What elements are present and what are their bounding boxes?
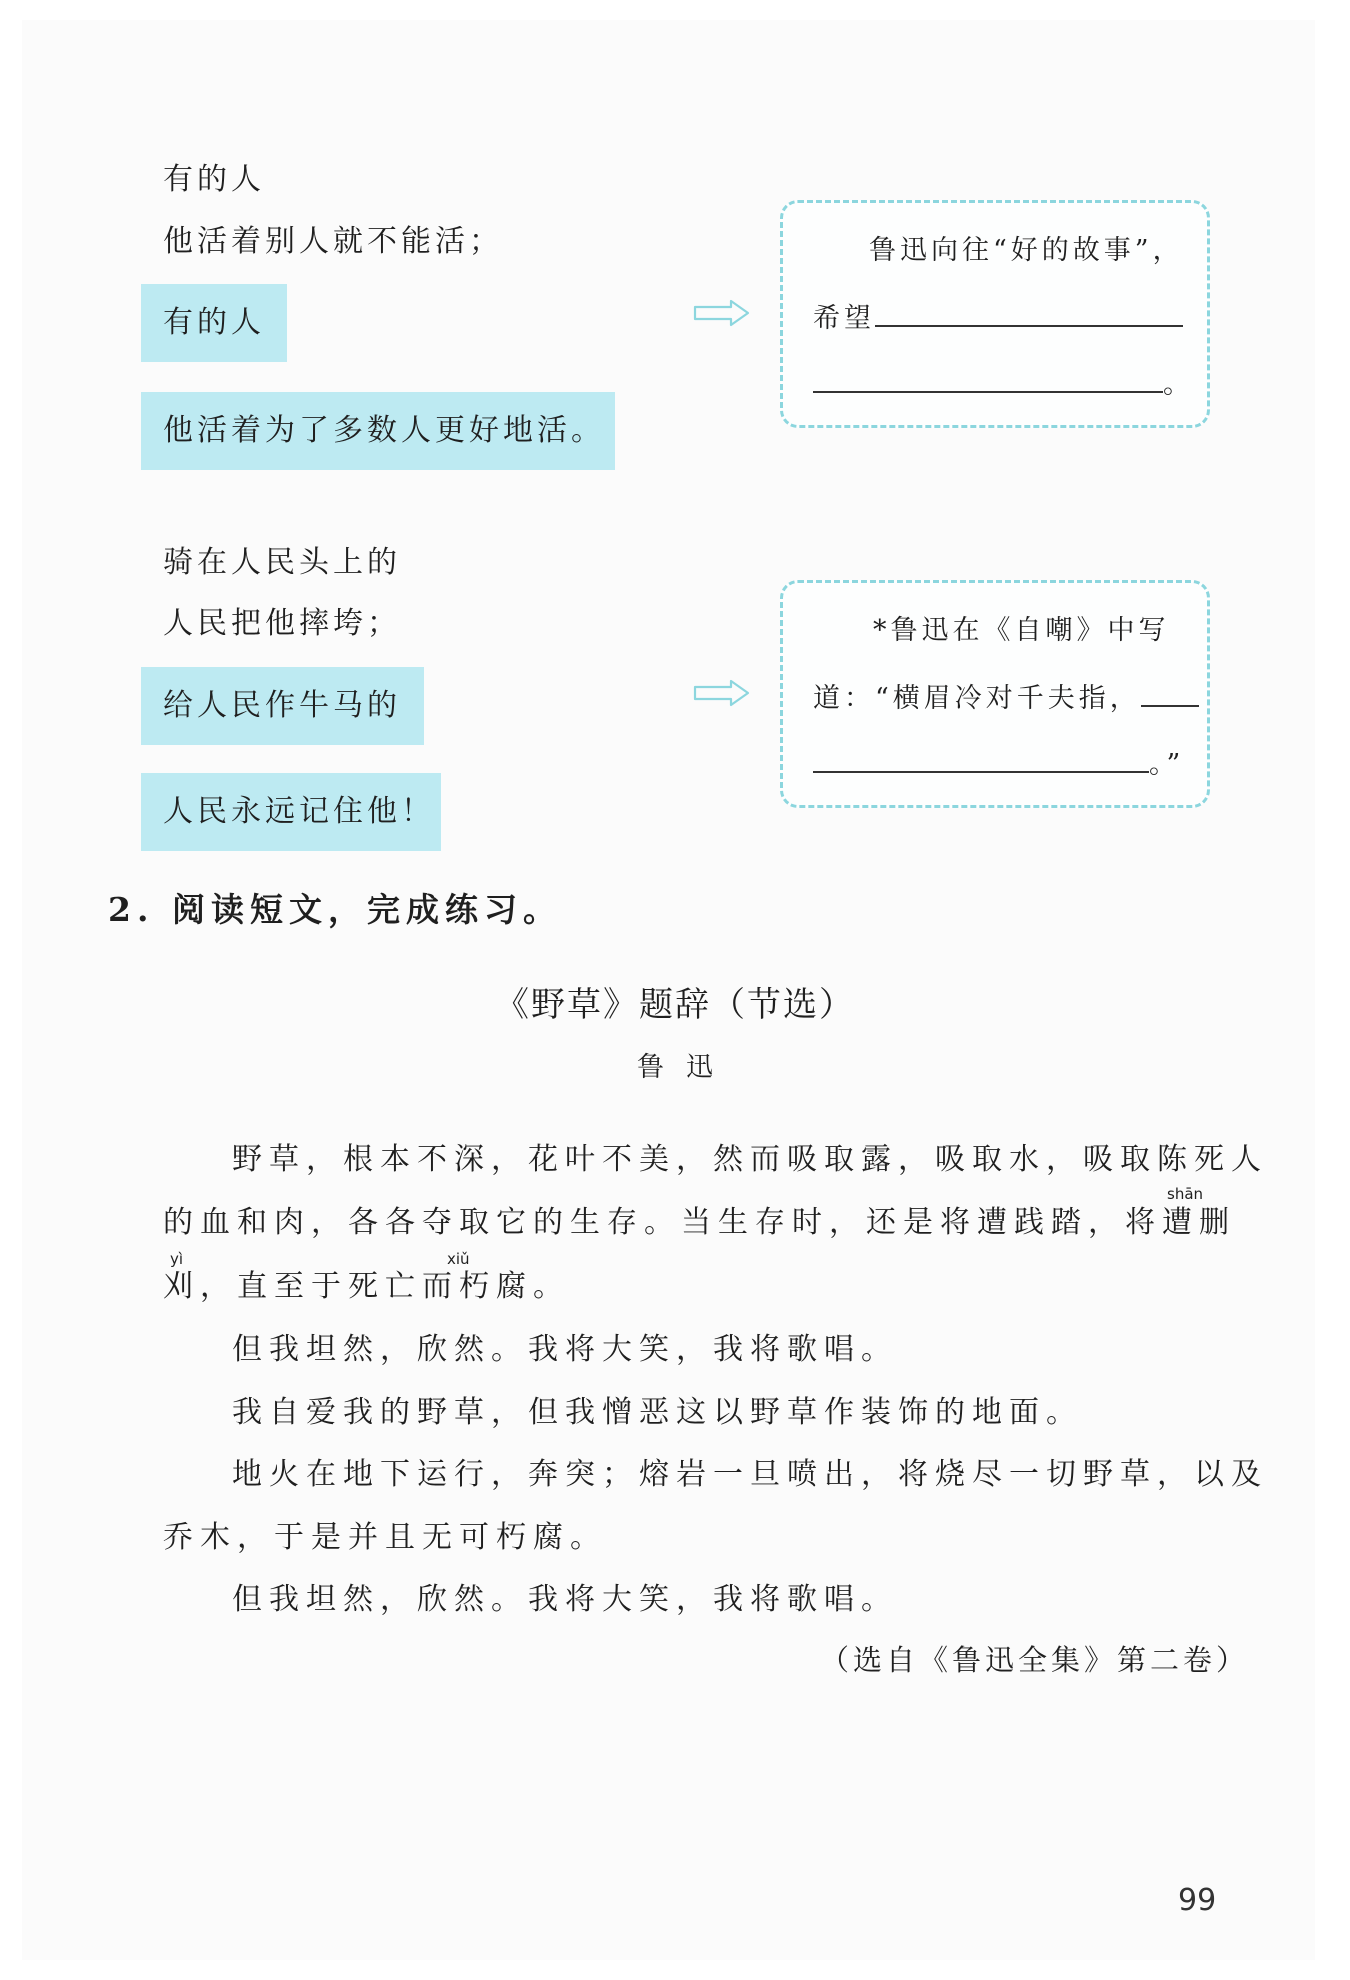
box2-line3	[813, 745, 1184, 783]
poem1-highlight1: 有的人	[141, 284, 287, 362]
answer-box-2	[780, 580, 1210, 808]
paragraph3: 我自爱我的野草，但我憎恶这以野草作装饰的地面。	[232, 1395, 1083, 1430]
box2-line2-prefix: 道：“横眉冷对千夫指，	[813, 683, 1141, 714]
article-title: 《野草》题辞（节选）	[495, 985, 855, 1025]
arrow-right-icon	[693, 678, 751, 708]
blank-line[interactable]	[813, 365, 1163, 393]
paragraph1-line1: 野草，根本不深，花叶不美，然而吸取露，吸取水，吸取陈死人	[232, 1142, 1268, 1177]
arrow-right-icon	[693, 298, 751, 328]
page-number: 99	[1178, 1883, 1217, 1918]
article-author: 鲁迅	[637, 1052, 735, 1083]
box1-line1: 鲁迅向往“好的故事”，	[869, 235, 1184, 266]
box1-line2	[813, 299, 1183, 337]
paragraph5: 但我坦然，欣然。我将大笑，我将歌唱。	[232, 1582, 898, 1617]
poem2-highlight1: 给人民作牛马的	[141, 667, 424, 745]
blank-line[interactable]	[1141, 679, 1199, 707]
box1-line2-prefix: 希望	[813, 303, 875, 334]
poem2-line2: 人民把他摔垮；	[163, 606, 401, 641]
question-heading: 2. 阅读短文，完成练习。	[108, 890, 562, 929]
blank-line[interactable]	[875, 299, 1183, 327]
box2-line3-suffix: 。”	[1149, 749, 1185, 780]
pinyin-shan: shān	[1167, 1185, 1204, 1203]
box2-line2	[813, 679, 1199, 717]
box1-line3-suffix: 。	[1163, 369, 1194, 400]
paragraph4-line2: 乔木，于是并且无可朽腐。	[163, 1520, 607, 1555]
poem2-highlight2: 人民永远记住他！	[141, 773, 441, 851]
box2-line1: *鲁迅在《自嘲》中写	[873, 615, 1170, 646]
pinyin-xiu: xiǔ	[447, 1250, 470, 1268]
blank-line[interactable]	[813, 745, 1149, 773]
paragraph1-line2: 的血和肉，各各夺取它的生存。当生存时，还是将遭践踏，将遭删	[163, 1205, 1236, 1240]
poem1-line2: 他活着别人就不能活；	[163, 224, 503, 259]
paragraph1-line3: 刈，直至于死亡而朽腐。	[163, 1269, 570, 1304]
poem2-line1: 骑在人民头上的	[163, 545, 401, 580]
box1-line3	[813, 365, 1194, 403]
pinyin-yi: yì	[170, 1250, 184, 1268]
paragraph2: 但我坦然，欣然。我将大笑，我将歌唱。	[232, 1332, 898, 1367]
article-source: （选自《鲁迅全集》第二卷）	[820, 1643, 1250, 1677]
poem1-highlight2: 他活着为了多数人更好地活。	[141, 392, 615, 470]
poem1-line1: 有的人	[163, 162, 265, 197]
answer-box-1	[780, 200, 1210, 428]
paragraph4-line1: 地火在地下运行，奔突；熔岩一旦喷出，将烧尽一切野草，以及	[232, 1457, 1268, 1492]
